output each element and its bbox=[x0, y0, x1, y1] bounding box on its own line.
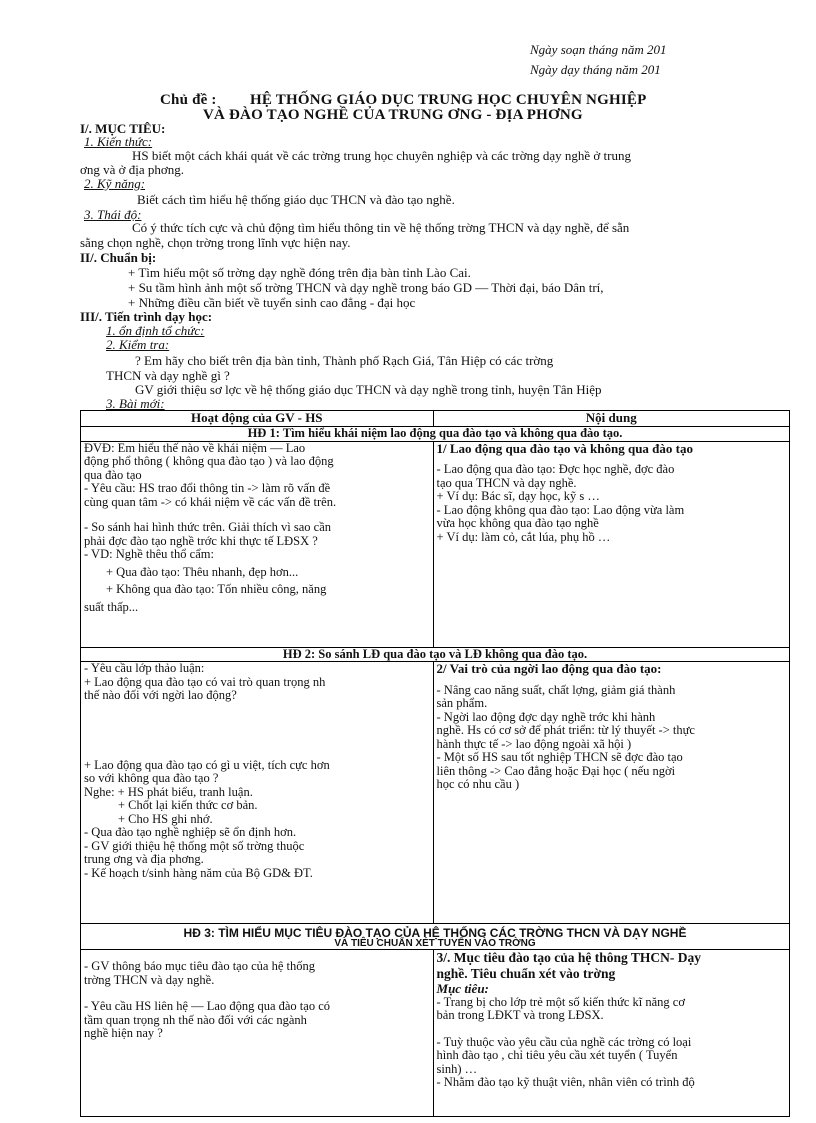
hd3-left-line: - GV thông báo mục tiêu đào tạo của hệ thống bbox=[84, 959, 315, 973]
hd2-right-line: - Một số HS sau tốt nghiệp THCN sẽ đợc đào tạo bbox=[436, 750, 683, 764]
chuan-bi-item-3: + Những điều cần biết về tuyển sinh cao đẳng - đại học bbox=[128, 295, 416, 310]
hd2-left-line: + Lao động qua đào tạo có vai trò quan trọng nh bbox=[84, 674, 326, 689]
hd2-left-line: + Chốt lại kiến thức cơ bản. bbox=[118, 798, 258, 812]
hd3-right-line: - Tuỳ thuộc vào yêu cầu của nghề các trờng có loại bbox=[436, 1034, 692, 1049]
hd3-left-line: tầm quan trọng nh thế nào đối với các ngành bbox=[84, 1012, 307, 1027]
hd1-left-line: động phổ thông ( không qua đào tạo ) và lao động bbox=[84, 454, 334, 468]
hd1-right-line: - Lao động không qua đào tạo: Lao động vừa làm bbox=[436, 502, 685, 517]
hd2-right-line: - Ngời lao động đợc dạy nghề trớc khi hành bbox=[436, 709, 656, 724]
hd2-left-line: + Cho HS ghi nhớ. bbox=[118, 811, 213, 826]
hd1-left-line: - VD: Nghề thêu thổ cẩm: bbox=[84, 547, 214, 561]
hd3-right-line: sinh) … bbox=[436, 1061, 478, 1076]
hd2-left-line: Nghe: + HS phát biểu, tranh luận. bbox=[84, 784, 253, 799]
hd1-left-line: - Yêu cầu: HS trao đổi thông tin -> làm rõ vấn đề bbox=[84, 481, 331, 495]
title-line2: VÀ ĐÀO TẠO NGHỀ CỦA TRUNG ƠNG - ĐỊA PHƠNG bbox=[203, 107, 583, 123]
hd3-left-line: - Yêu cầu HS liên hệ — Lao động qua đào tạo có bbox=[84, 999, 330, 1013]
hd3-right-muc-tieu: Mục tiêu: bbox=[436, 981, 489, 996]
hd2-left-spacer bbox=[84, 703, 430, 759]
hd1-right-line: tạo qua THCN và dạy nghề. bbox=[436, 475, 577, 490]
hd1-left-line: qua đào tạo bbox=[84, 467, 142, 482]
title-line1: HỆ THỐNG GIÁO DỤC TRUNG HỌC CHUYÊN NGHIỆP bbox=[250, 92, 647, 108]
hd1-right-cell bbox=[433, 441, 789, 647]
ky-nang-text: Biết cách tìm hiểu hệ thống giáo dục THCN và đào tạo nghề. bbox=[137, 192, 455, 207]
hd1-title: HĐ 1: Tìm hiểu khái niệm lao động qua đào tạo và không qua đào tạo. bbox=[81, 427, 790, 442]
hd2-left-line: thế nào đối với ngời lao động? bbox=[84, 688, 237, 702]
section2-heading: II/. Chuẩn bị: bbox=[80, 250, 157, 265]
thai-do-label: 3. Thái độ: bbox=[84, 207, 142, 222]
hd2-right-line: liên thông -> Cao đẳng hoặc Đại học ( nếu ngời bbox=[436, 763, 676, 778]
hd1-left-line: phải đợc đào tạo nghề trớc khi thực tế LĐSX ? bbox=[84, 533, 318, 548]
chuan-bi-item-2: + Su tầm hình ảnh một số trờng THCN và dạy nghề trong báo GD — Thời đại, báo Dân trí, bbox=[128, 280, 604, 295]
hd1-right-line: vừa học không qua đào tạo nghề bbox=[436, 516, 599, 530]
hd1-right-line: - Lao động qua đào tạo: Đợc học nghề, đợc đào bbox=[436, 462, 675, 476]
hd3-right-line: - Trang bị cho lớp trẻ một số kiến thức kĩ năng cơ bbox=[436, 994, 685, 1009]
section1-heading: I/. MỤC TIÊU: bbox=[80, 121, 166, 136]
kiem-tra-question-1: ? Em hãy cho biết trên địa bàn tỉnh, Thành phố Rạch Giá, Tân Hiệp có các trờng bbox=[135, 353, 554, 368]
hd2-left-line: + Lao động qua đào tạo có gì u việt, tích cực hơn bbox=[84, 757, 330, 772]
thai-do-text-2: sằng chọn nghề, chọn trờng trong lĩnh vực hiện nay. bbox=[80, 235, 351, 250]
ngay-soan: Ngày soạn tháng năm 201 bbox=[530, 42, 667, 57]
hd3-title-line1: HĐ 3: TÌM HIỂU MỤC TIÊU ĐÀO TẠO CỦA HỆ THỐNG CÁC TRỜNG THCN VÀ DẠY NGHỀ bbox=[183, 926, 687, 940]
kien-thuc-text-1: HS biết một cách khái quát về các trờng trung học chuyên nghiệp và các trờng dạy nghề ở trung bbox=[132, 148, 631, 163]
hd2-left-cell bbox=[81, 662, 434, 924]
section3-heading: III/. Tiến trình dạy học: bbox=[80, 309, 213, 324]
col2-header: Nội dung bbox=[433, 411, 789, 427]
hd3-title-line2: VÀ TIÊU CHUẨN XÉT TUYỂN VÀO TRỜNG bbox=[334, 938, 536, 949]
hd3-right-line: bản trong LĐKT và trong LĐSX. bbox=[436, 1008, 604, 1022]
bai-moi-label: 3. Bài mới: bbox=[106, 396, 165, 411]
chuan-bi-item-1: + Tìm hiểu một số trờng dạy nghề đóng trên địa bàn tỉnh Lào Cai. bbox=[128, 265, 471, 280]
hd3-right-title-1: 3/. Mục tiêu đào tạo của hệ thông THCN- Dạy bbox=[436, 950, 702, 965]
hd1-left-line: ĐVĐ: Em hiểu thế nào về khái niệm — Lao bbox=[84, 440, 306, 455]
hd3-right-cell bbox=[433, 950, 789, 1117]
hd3-left-line: trờng THCN và dạy nghề. bbox=[84, 972, 215, 987]
kien-thuc-text-2: ơng và ở địa phơng. bbox=[80, 162, 185, 177]
hd3-right-title-2: nghề. Tiêu chuẩn xét vào trờng bbox=[436, 966, 616, 981]
title-prefix: Chủ đề : bbox=[160, 92, 217, 108]
gv-intro: GV giới thiệu sơ lợc về hệ thống giáo dục THCN và dạy nghề trong tỉnh, huyện Tân Hiệp bbox=[135, 382, 602, 397]
hd3-left-cell bbox=[81, 950, 434, 1117]
hd3-right-line: - Nhằm đào tạo kỹ thuật viên, nhân viên có trình độ bbox=[436, 1075, 695, 1089]
hd1-right-title: 1/ Lao động qua đào tạo và không qua đào tạo bbox=[436, 440, 693, 456]
hd2-right-line: hành thực tế -> lao động ngoài xã hội ) bbox=[436, 736, 632, 751]
hd1-left-line: suất thấp... bbox=[84, 599, 139, 614]
hd1-right-line: + Ví dụ: làm cỏ, cắt lúa, phụ hồ … bbox=[436, 529, 611, 544]
hd3-title bbox=[81, 924, 790, 950]
hd1-left-line: - So sánh hai hình thức trên. Giải thích vì sao cần bbox=[84, 520, 331, 534]
ky-nang-label: 2. Kỹ năng: bbox=[84, 176, 146, 191]
kiem-tra-label: 2. Kiểm tra: bbox=[106, 337, 170, 352]
hd2-right-line: nghề. Hs có cơ sở để phát triển: từ lý thuyết -> thực bbox=[436, 723, 695, 737]
hd1-left-cell bbox=[81, 441, 434, 647]
hd2-left-line: - Kế hoạch t/sinh hàng năm của Bộ GD& ĐT. bbox=[84, 865, 313, 880]
hd2-right-line: sản phẩm. bbox=[436, 696, 488, 710]
kiem-tra-question-2: THCN và dạy nghề gì ? bbox=[106, 368, 230, 383]
hd1-right-line: + Ví dụ: Bác sĩ, dạy học, kỹ s … bbox=[436, 489, 600, 503]
hd2-left-line: - GV giới thiệu hệ thống một số trờng thuộc bbox=[84, 838, 305, 853]
on-dinh-label: 1. ổn định tổ chức: bbox=[106, 323, 205, 338]
hd2-left-line: - Yêu cầu lớp thảo luận: bbox=[84, 661, 205, 675]
ngay-day: Ngày dạy tháng năm 201 bbox=[530, 62, 661, 77]
kien-thuc-label: 1. Kiến thức: bbox=[84, 134, 153, 149]
hd2-left-line: - Qua đào tạo nghề nghiệp sẽ ổn định hơn. bbox=[84, 825, 297, 839]
hd2-right-cell bbox=[433, 662, 789, 924]
thai-do-text-1: Có ý thức tích cực và chủ động tìm hiểu thông tin về hệ thống trờng THCN và dạy nghề, để sẵn bbox=[132, 220, 630, 235]
hd3-right-line: hình đào tạo , chỉ tiêu yêu cầu xét tuyển ( Tuyển bbox=[436, 1048, 678, 1062]
hd1-left-line: + Không qua đào tạo: Tốn nhiều công, năng bbox=[106, 582, 327, 596]
hd1-left-line: + Qua đào tạo: Thêu nhanh, đẹp hơn... bbox=[106, 564, 299, 579]
hd2-title: HĐ 2: So sánh LĐ qua đào tạo và LĐ không qua đào tạo. bbox=[81, 647, 790, 662]
hd2-right-line: học có nhu cầu ) bbox=[436, 777, 520, 791]
hd3-left-line: nghề hiện nay ? bbox=[84, 1026, 163, 1040]
hd2-right-title: 2/ Vai trò của ngời lao động qua đào tạo: bbox=[436, 661, 662, 676]
hd2-left-line: so với không qua đào tạo ? bbox=[84, 771, 219, 785]
hd2-left-line: trung ơng và địa phơng. bbox=[84, 852, 204, 866]
hd1-left-line: cùng quan tâm -> có khái niệm về các vấn đề trên. bbox=[84, 494, 337, 509]
hd3-right-spacer bbox=[437, 1023, 786, 1036]
col1-header: Hoạt động của GV - HS bbox=[81, 411, 434, 427]
hd2-right-line: - Nâng cao năng suất, chất lợng, giảm giá thành bbox=[436, 682, 676, 697]
lesson-table bbox=[80, 410, 790, 1117]
